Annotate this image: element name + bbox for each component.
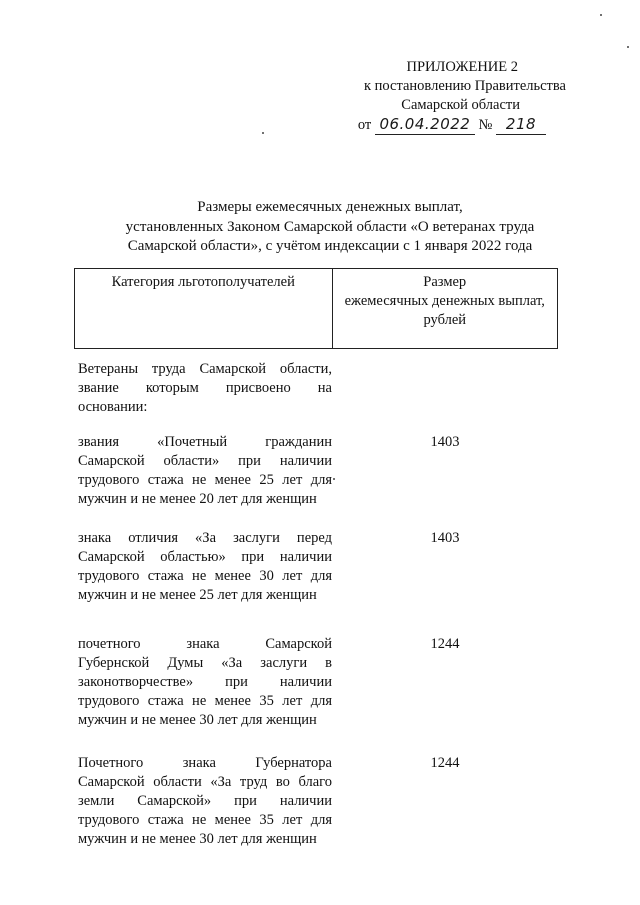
row-line: звания «Почетный гражданин xyxy=(78,434,332,450)
table-row xyxy=(78,635,558,730)
appendix-block xyxy=(326,58,566,135)
row-line: Губернской Думы «За заслуги в xyxy=(78,655,332,671)
row-line: Почетного знака Губернатора xyxy=(78,755,332,771)
row-line: почетного знака Самарской xyxy=(78,636,332,652)
header-category-label: Категория льготополучателей xyxy=(111,274,295,290)
row-description xyxy=(78,754,332,849)
heading-line-2: установленных Законом Самарской области «О ветеранах труда xyxy=(125,218,535,235)
row-description xyxy=(78,433,332,509)
intro-line: Ветераны труда Самарской области, xyxy=(78,361,332,377)
row-amount: 1403 xyxy=(430,530,460,546)
row-amount: 1244 xyxy=(430,755,460,771)
scan-speck xyxy=(262,132,264,134)
table-header xyxy=(74,268,558,349)
header-cell-amount xyxy=(332,269,558,349)
document-heading xyxy=(80,198,580,257)
header-amount-line-2: ежемесячных денежных выплат, xyxy=(344,293,545,309)
header-amount-line-1: Размер xyxy=(423,274,467,290)
row-line: мужчин и не менее 30 лет для женщин xyxy=(78,712,317,728)
row-description xyxy=(78,635,332,730)
heading-line-1: Размеры ежемесячных денежных выплат, xyxy=(197,199,463,215)
intro-text xyxy=(78,360,332,417)
row-line: трудового стажа не менее 35 лет для xyxy=(78,812,332,828)
appendix-date-line xyxy=(326,115,566,135)
intro-line: основании: xyxy=(78,399,148,415)
date-prefix: от xyxy=(357,117,372,133)
row-amount: 1244 xyxy=(430,636,460,652)
scan-speck xyxy=(627,46,629,48)
row-amount: 1403 xyxy=(430,434,460,450)
row-line: мужчин и не менее 30 лет для женщин xyxy=(78,831,317,847)
intro-line: звание которым присвоено на xyxy=(78,380,332,396)
table-header-row xyxy=(75,269,558,349)
row-line: Самарской области «За труд во благо xyxy=(78,774,332,790)
header-amount-line-3: рублей xyxy=(423,312,467,328)
row-line: знака отличия «За заслуги перед xyxy=(78,530,332,546)
intro-row xyxy=(78,360,558,417)
table-row xyxy=(78,754,558,849)
row-line: трудового стажа не менее 35 лет для xyxy=(78,693,332,709)
scan-speck xyxy=(600,14,602,16)
appendix-subtitle: к постановлению Правительства xyxy=(364,78,566,94)
scan-speck xyxy=(333,478,335,480)
appendix-title: ПРИЛОЖЕНИЕ 2 xyxy=(406,59,518,75)
appendix-region: Самарской области xyxy=(401,97,520,113)
row-line: законотворчестве» при наличии xyxy=(78,674,332,690)
row-line: мужчин и не менее 20 лет для женщин xyxy=(78,491,317,507)
heading-line-3: Самарской области», с учётом индексации с 1 января 2022 года xyxy=(127,238,533,254)
table-row xyxy=(78,433,558,509)
row-description xyxy=(78,529,332,605)
row-line: земли Самарской» при наличии xyxy=(78,793,332,809)
number-sign: № xyxy=(478,117,493,133)
row-line: Самарской областью» при наличии xyxy=(78,549,332,565)
row-line: мужчин и не менее 25 лет для женщин xyxy=(78,587,317,603)
row-line: Самарской области» при наличии xyxy=(78,453,332,469)
row-line: трудового стажа не менее 30 лет для xyxy=(78,568,332,584)
handwritten-number: 218 xyxy=(496,115,546,135)
table-row xyxy=(78,529,558,605)
header-cell-category xyxy=(75,269,333,349)
handwritten-date: 06.04.2022 xyxy=(375,115,475,135)
row-line: трудового стажа не менее 25 лет для xyxy=(78,472,332,488)
